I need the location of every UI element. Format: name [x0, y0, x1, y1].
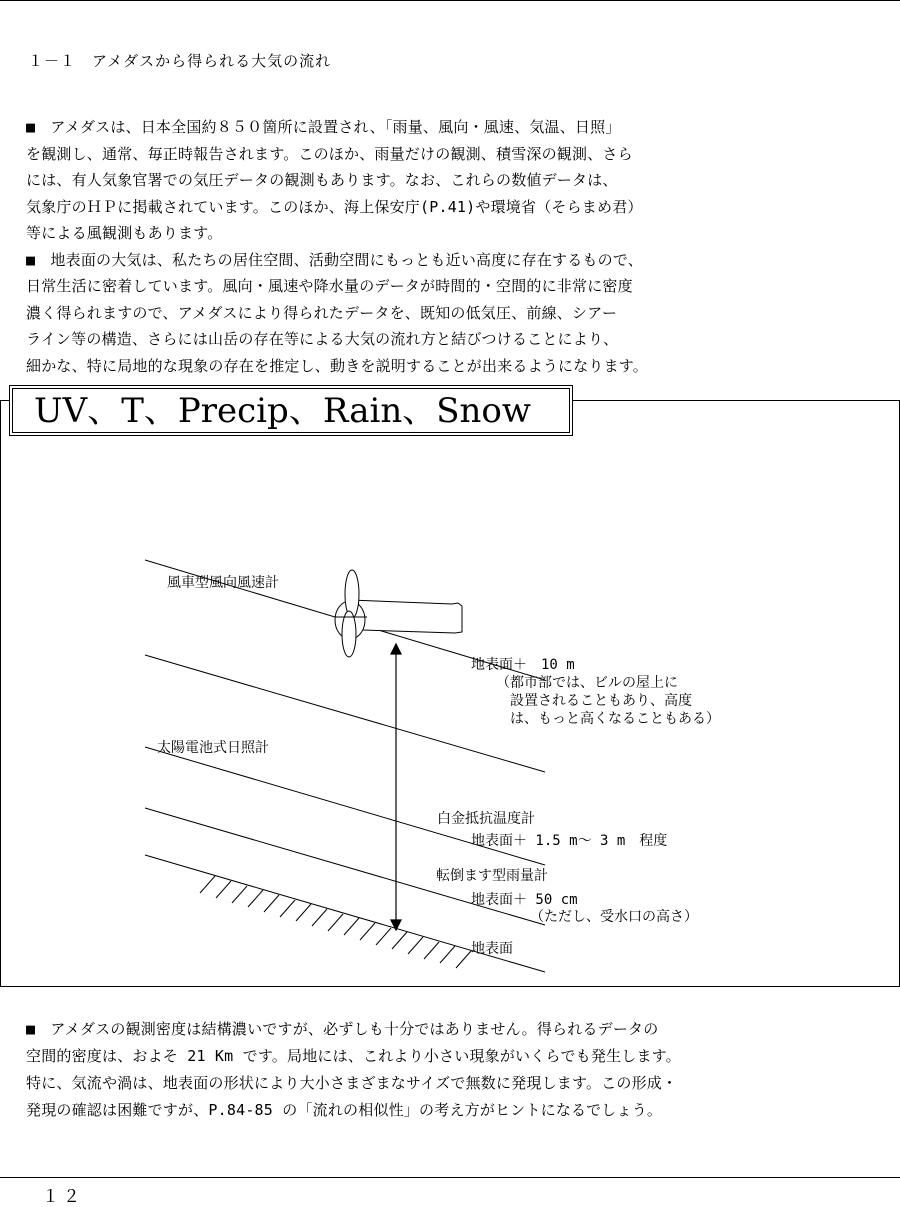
- text-line: には、有人気象官署での気圧データの観測もあります。なお、これらの数値データは、: [26, 171, 618, 189]
- urban-note-line-2: 設置されることもあり、高度: [510, 693, 692, 709]
- rain-gauge-height-label: 地表面＋ 50 cm: [471, 892, 578, 908]
- rain-gauge-label: 転倒ます型雨量計: [436, 868, 548, 884]
- sunshine-recorder-label: 太陽電池式日照計: [157, 740, 269, 756]
- text-line: を観測し、通常、毎正時報告されます。このほか、雨量だけの観測、積雪深の観測、さら: [26, 144, 633, 163]
- text-line: 気象庁のＨＰに掲載されています。このほか、海上保安庁(P.41)や環境省（そらまめ君）: [26, 197, 643, 216]
- density-paragraph: [26, 1016, 681, 1124]
- text-line: ライン等の構造、さらには山岳の存在等による大気の流れ方と結びつけることにより、: [26, 330, 619, 348]
- bottom-rule: [0, 1177, 900, 1178]
- height-10m-label: 地表面＋ 10 m: [471, 657, 575, 673]
- thermometer-label: 白金抵抗温度計: [437, 811, 535, 827]
- height-arrow: [391, 644, 401, 930]
- anemometer-icon: [335, 570, 462, 657]
- text-line: ■ 地表面の大気は、私たちの居住空間、活動空間にもっとも近い高度に存在するもので、: [26, 250, 643, 269]
- figure-title: UV、T、Precip、Rain、Snow: [9, 385, 573, 436]
- text-line: 等による風観測もあります。: [26, 224, 223, 242]
- text-line: ■ アメダスの観測密度は結構濃いですが、必ずしも十分ではありません。得られるデータの: [26, 1020, 659, 1038]
- text-line: 発現の確認は困難ですが、P.84-85 の「流れの相似性」の考え方がヒントになるでしょう。: [26, 1101, 663, 1119]
- rain-gauge-note: （ただし、受水口の高さ）: [530, 909, 698, 925]
- text-line: 特に、気流や渦は、地表面の形状により大小さまざまなサイズで無数に発現します。この形成・: [26, 1074, 678, 1092]
- text-line: ■ アメダスは、日本全国約８５０箇所に設置され、「雨量、風向・風速、気温、日照」: [26, 118, 621, 136]
- page-number: １２: [42, 1187, 84, 1207]
- ground-surface-label: 地表面: [471, 941, 513, 957]
- text-line: 濃く得られますので、アメダスにより得られたデータを、既知の低気圧、前線、シアー: [26, 303, 618, 322]
- anemometer-label: 風車型風向風速計: [167, 575, 279, 591]
- ground-hatching: [200, 876, 471, 968]
- text-line: 空間的密度は、およそ 21 Km です。局地には、これより小さい現象がいくらでも発生します。: [26, 1047, 681, 1065]
- text-line: 日常生活に密着しています。風向・風速や降水量のデータが時間的・空間的に非常に密度: [26, 277, 633, 295]
- urban-note-line-1: （都市部では、ビルの屋上に: [496, 675, 678, 691]
- section-title: １－１ アメダスから得られる大気の流れ: [28, 52, 332, 70]
- urban-note-line-3: は、もっと高くなることもある）: [510, 711, 720, 727]
- thermometer-height-label: 地表面＋ 1.5 m～ 3 m 程度: [471, 833, 668, 849]
- text-line: 細かな、特に局地的な現象の存在を推定し、動きを説明することが出来るようになります。: [26, 356, 649, 375]
